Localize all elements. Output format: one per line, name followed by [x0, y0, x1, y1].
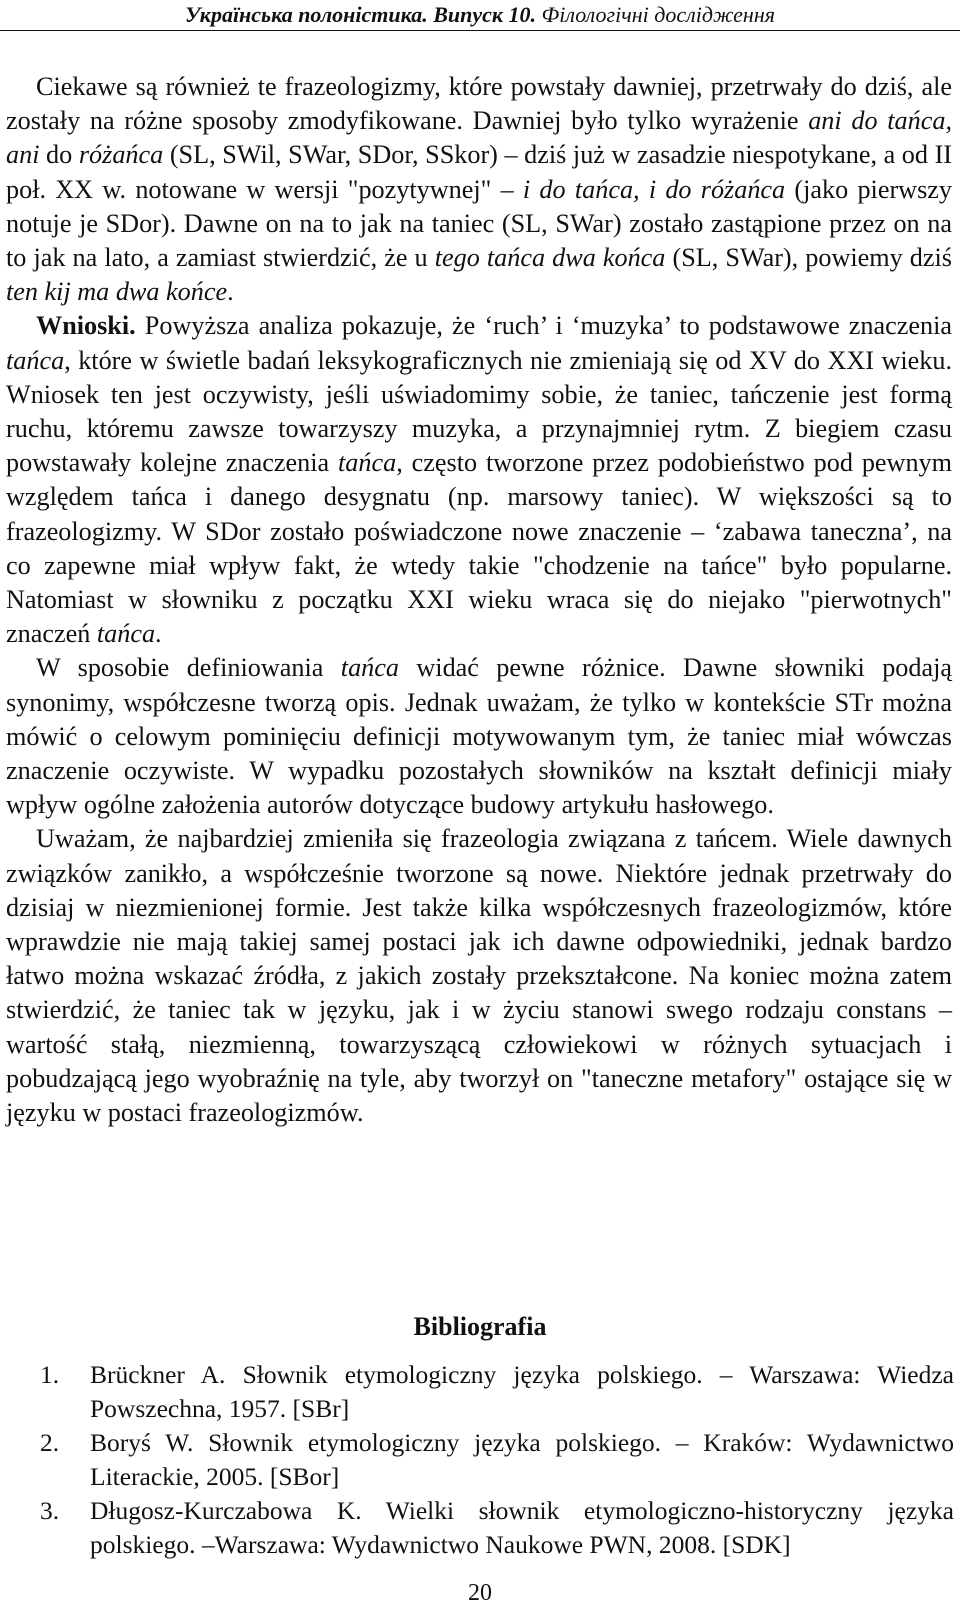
- italic-text: ani do tańca, ani: [6, 106, 952, 170]
- item-text: Boryś W. Słownik etymologiczny języka polskiego. – Kraków: Wydawnictwo Literackie, 2005. [SBor]: [90, 1428, 954, 1491]
- paragraph: [6, 70, 952, 309]
- item-number: 3.: [40, 1496, 60, 1525]
- item-text: Brückner A. Słownik etymologiczny języka polskiego. – Warszawa: Wiedza Powszechna, 1957. [SBr]: [90, 1360, 954, 1423]
- text-run: (SL, SWil, SWar, SDor, SSkor) – dziś już w zasadzie niespotykane, a od II poł. XX w. notowane w wersji "pozytywnej" –: [6, 140, 953, 204]
- text-run: widać pewne różnice. Dawne słowniki podają synonimy, współczesne tworzą opis. Jednak uważam, że tylko w kontekście STr można mówić o celowym pominięciu definicji motywowanym tym, że taniec miał wówczas znaczenie oczywiste. W wypadku pozostałych słowników na kształt definicji miały wpływ ogólne założenia autorów dotyczące budowy artykułu hasłowego.: [6, 653, 953, 820]
- text-run: W sposobie definiowania: [36, 653, 341, 683]
- text-run: Uważam, że najbardziej zmieniła się frazeologia związana z tańcem. Wiele dawnych związków zanikło, a współcześnie tworzone są nowe. Niektóre jednak przetrwały do dzisiaj w niezmienionej formie. Jest także kilka współczesnych frazeologizmów, które wprawdzie nie mają takiej samej postaci jak ich dawne odpowiedniki, jednak bardzo łatwo można wskazać źródła, z jakich zostały przekształcone. Na koniec można zatem stwierdzić, że taniec tak w języku, jak i w życiu stanowi swego rodzaju constans – wartość stałą, niezmienną, towarzyszącą człowiekowi w różnych sytuacjach i pobudzającą jego wyobraźnię na tyle, aby tworzył on "taneczne metafory" ostające się w języku w postaci frazeologizmów.: [6, 824, 952, 1128]
- journal-title: Українська полоністика. Випуск 10.: [185, 2, 537, 27]
- text-run: .: [155, 619, 162, 649]
- bibliography-list: [40, 1358, 954, 1562]
- item-number: 2.: [40, 1428, 60, 1457]
- italic-text: tańca: [338, 448, 397, 478]
- italic-text: tańca: [6, 345, 65, 375]
- running-header: [0, 2, 960, 28]
- text-run: .: [227, 277, 234, 307]
- italic-text: tańca: [96, 619, 156, 649]
- text-run: (SL, SWar), powiemy dziś: [665, 243, 952, 273]
- italic-text: i do tańca, i do różańca: [522, 174, 786, 204]
- bibliography-heading: Bibliografia: [413, 1312, 547, 1341]
- item-number: 1.: [40, 1360, 60, 1389]
- paragraph: [6, 822, 952, 1130]
- text-run: (jako pierwszy notuje je SDor). Dawne on na to jak na taniec (SL, SWar) zostało zastąpione przez on na to jak na lato, a zamiast stwierdzić, że u: [6, 174, 952, 273]
- text-run: , które w świetle badań leksykograficznych nie zmieniają się od XV do XXI wieku. Wniosek ten jest oczywisty, jeśli uświadomimy sobie, że taniec, tańczenie jest formą ruchu, któremu zawsze towarzyszy muzyka, a przynajmniej rytm. Z biegiem czasu powstawały kolejne znaczenia: [6, 345, 952, 478]
- article-body: [6, 70, 952, 1130]
- italic-text: tego tańca dwa końca: [434, 243, 666, 273]
- bold-lead: Wnioski.: [36, 311, 136, 341]
- page-number: 20: [468, 1580, 492, 1606]
- paragraph: [6, 651, 952, 822]
- text-run: Ciekawe są również te frazeologizmy, które powstały dawniej, przetrwały do dziś, ale zostały na różne sposoby zmodyfikowane. Dawniej było tylko wyrażenie: [6, 72, 952, 136]
- text-run: Powyższa analiza pokazuje, że ‘ruch’ i ‘muzyka’ to podstawowe znaczenia: [135, 311, 952, 341]
- italic-text: tańca: [340, 653, 399, 683]
- section-title: Філологічні дослідження: [541, 2, 775, 27]
- text-run: , często tworzone przez podobieństwo pod pewnym względem tańca i danego desygnatu (np. marsowy taniec). W większości są to frazeologizmy. W SDor zostało poświadczone nowe znaczenie – ‘zabawa taneczna’, na co zapewne miał wpływ fakt, że wtedy takie "chodzenie na tańce" było popularne. Natomiast w słowniku z początku XXI wieku wraca się do niejako "pierwotnych" znaczeń: [6, 448, 952, 649]
- italic-text: różańca: [78, 140, 164, 170]
- bibliography-item: [40, 1426, 954, 1494]
- italic-text: ten kij ma dwa końce: [6, 277, 228, 307]
- item-text: Długosz-Kurczabowa K. Wielki słownik etymologiczno-historyczny języka polskiego. –Warszawa: Wydawnictwo Naukowe PWN, 2008. [SDK]: [90, 1496, 954, 1559]
- bibliography-item: [40, 1358, 954, 1426]
- header-divider: [0, 30, 960, 31]
- text-run: do: [39, 140, 79, 170]
- conclusions-paragraph: [6, 309, 952, 651]
- bibliography-item: [40, 1494, 954, 1562]
